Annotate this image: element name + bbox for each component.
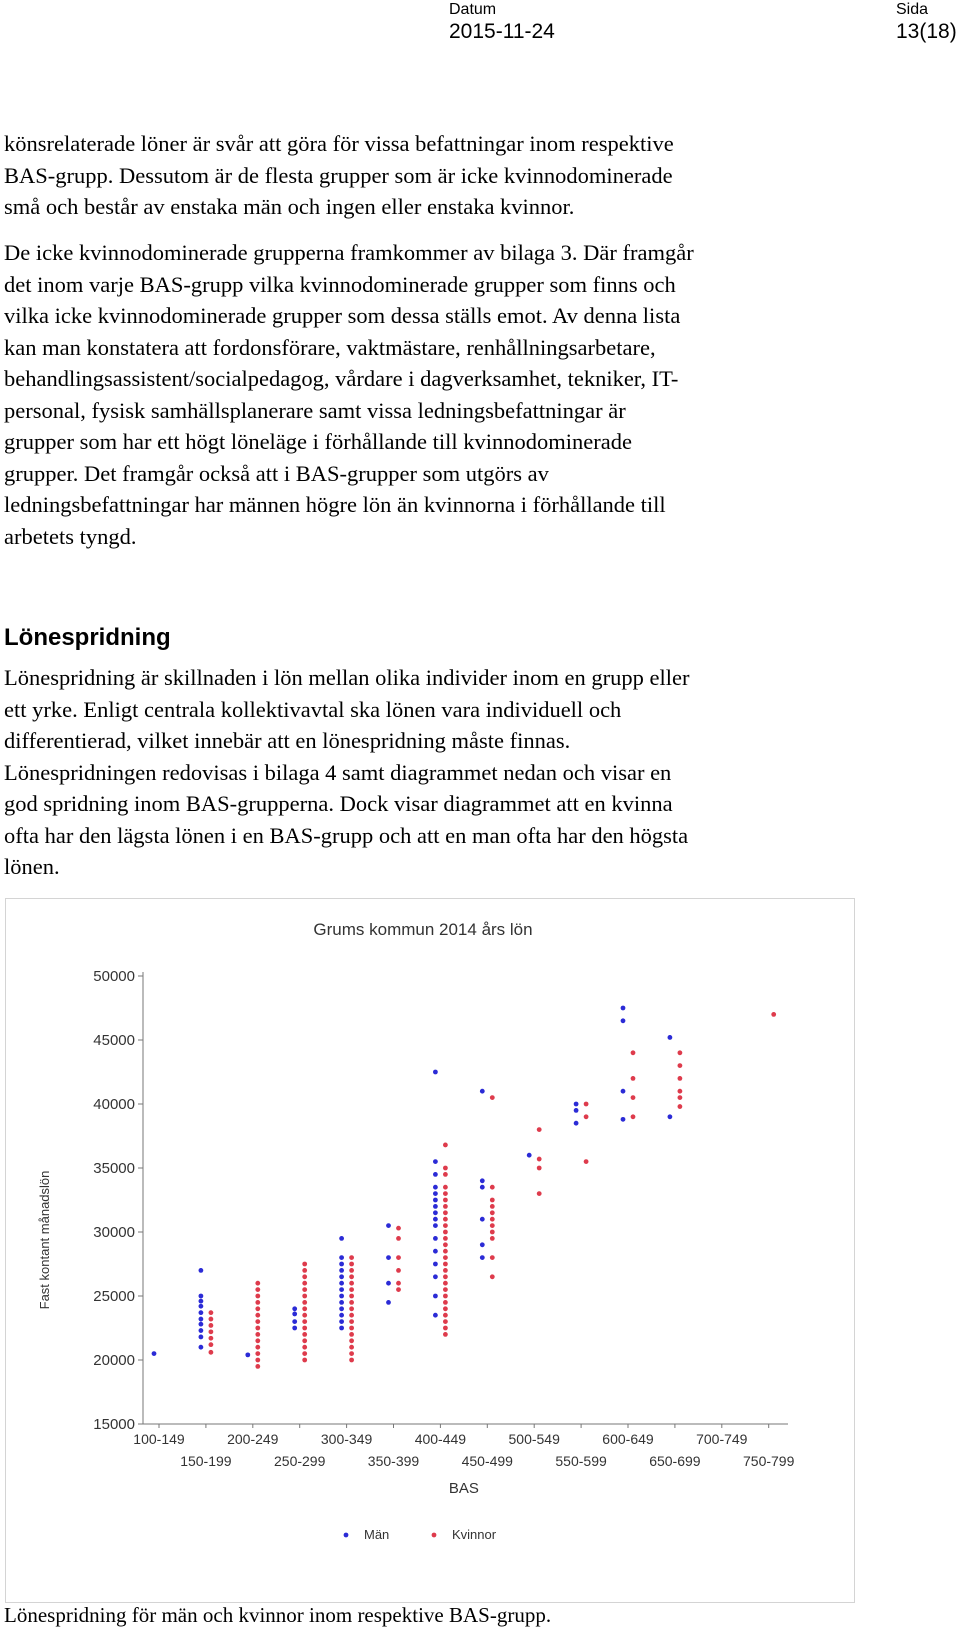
- data-point-man: [621, 1117, 626, 1122]
- y-tick-label: 25000: [93, 1288, 135, 1305]
- data-point-man: [433, 1185, 438, 1190]
- text-line: grupper som har ett högt löneläge i förhållande till kvinnodominerade: [4, 429, 632, 454]
- data-point-woman: [396, 1268, 401, 1273]
- text-line: Lönespridningen redovisas i bilaga 4 samt diagrammet nedan och visar en: [4, 759, 672, 785]
- y-axis-title: Fast kontant månadslön: [37, 1170, 52, 1310]
- data-point-man: [433, 1217, 438, 1222]
- data-point-woman: [396, 1287, 401, 1292]
- section-heading: Lönespridning: [4, 624, 171, 651]
- data-point-woman: [396, 1281, 401, 1286]
- data-point-woman: [349, 1262, 354, 1267]
- data-point-man: [199, 1268, 204, 1273]
- data-point-woman: [490, 1274, 495, 1279]
- data-point-woman: [255, 1287, 260, 1292]
- data-point-man: [433, 1070, 438, 1075]
- data-point-man: [292, 1306, 297, 1311]
- data-point-woman: [443, 1223, 448, 1228]
- paragraph-groups: [4, 237, 954, 552]
- data-point-woman: [631, 1114, 636, 1119]
- data-point-man: [339, 1287, 344, 1292]
- data-point-woman: [443, 1242, 448, 1247]
- salary-scatter-chart: [6, 899, 854, 1602]
- x-tick-label: 150-199: [180, 1453, 232, 1469]
- page-number: 13(18): [896, 20, 957, 43]
- chart-title: Grums kommun 2014 års lön: [313, 920, 533, 939]
- data-point-woman: [443, 1313, 448, 1318]
- x-tick-label: 500-549: [508, 1431, 560, 1447]
- data-point-woman: [537, 1127, 542, 1132]
- data-point-woman: [349, 1287, 354, 1292]
- data-point-man: [292, 1319, 297, 1324]
- x-tick-label: 350-399: [367, 1453, 420, 1469]
- data-point-woman: [302, 1358, 307, 1363]
- x-tick-label: 700-749: [696, 1431, 748, 1447]
- data-point-woman: [678, 1089, 683, 1094]
- data-point-woman: [443, 1274, 448, 1279]
- data-point-woman: [302, 1345, 307, 1350]
- data-point-woman: [490, 1204, 495, 1209]
- data-point-woman: [678, 1076, 683, 1081]
- data-point-woman: [490, 1230, 495, 1235]
- text-line: ett yrke. Enligt centrala kollektivavtal ska lönen vara individuell och: [4, 696, 622, 722]
- data-point-woman: [443, 1198, 448, 1203]
- data-point-woman: [255, 1313, 260, 1318]
- data-point-woman: [302, 1332, 307, 1337]
- data-point-woman: [443, 1185, 448, 1190]
- data-point-man: [245, 1352, 250, 1357]
- x-tick-label: 600-649: [602, 1431, 654, 1447]
- data-point-woman: [349, 1351, 354, 1356]
- data-point-woman: [302, 1306, 307, 1311]
- data-point-man: [386, 1281, 391, 1286]
- data-point-woman: [302, 1326, 307, 1331]
- data-point-man: [433, 1204, 438, 1209]
- data-point-woman: [209, 1336, 214, 1341]
- data-point-woman: [537, 1157, 542, 1162]
- x-tick-label: 100-149: [133, 1431, 185, 1447]
- data-point-woman: [255, 1306, 260, 1311]
- date-label: Datum: [449, 1, 497, 18]
- data-point-woman: [443, 1287, 448, 1292]
- data-point-man: [199, 1345, 204, 1350]
- data-point-woman: [396, 1236, 401, 1241]
- data-point-man: [339, 1268, 344, 1273]
- text-line: det inom varje BAS-grupp vilka kvinnodominerade grupper som finns och: [4, 271, 676, 297]
- x-tick-label: 750-799: [743, 1453, 795, 1469]
- data-point-woman: [443, 1306, 448, 1311]
- data-point-woman: [443, 1281, 448, 1286]
- page-label: Sida: [896, 1, 929, 18]
- x-tick-label: 200-249: [227, 1431, 279, 1447]
- data-point-woman: [537, 1166, 542, 1171]
- data-point-woman: [443, 1236, 448, 1241]
- data-point-woman: [255, 1326, 260, 1331]
- data-point-woman: [255, 1300, 260, 1305]
- data-point-man: [480, 1185, 485, 1190]
- data-point-man: [386, 1300, 391, 1305]
- data-point-woman: [631, 1076, 636, 1081]
- data-point-woman: [490, 1210, 495, 1215]
- data-point-woman: [349, 1358, 354, 1363]
- data-point-man: [433, 1198, 438, 1203]
- data-point-man: [480, 1178, 485, 1183]
- data-point-woman: [443, 1210, 448, 1215]
- data-point-woman: [443, 1262, 448, 1267]
- y-tick-label: 35000: [93, 1160, 135, 1177]
- data-point-man: [480, 1242, 485, 1247]
- data-point-woman: [678, 1104, 683, 1109]
- data-point-man: [433, 1172, 438, 1177]
- data-point-man: [433, 1223, 438, 1228]
- x-tick-label: 400-449: [414, 1431, 467, 1447]
- data-point-man: [199, 1317, 204, 1322]
- data-point-woman: [537, 1191, 542, 1196]
- data-point-man: [199, 1322, 204, 1327]
- data-point-man: [386, 1223, 391, 1228]
- data-point-woman: [302, 1313, 307, 1318]
- data-point-woman: [209, 1350, 214, 1355]
- data-point-woman: [490, 1236, 495, 1241]
- data-point-woman: [349, 1306, 354, 1311]
- data-point-woman: [443, 1249, 448, 1254]
- figure-caption: Lönespridning för män och kvinnor inom respektive BAS-grupp.: [4, 1603, 552, 1627]
- data-point-woman: [771, 1012, 776, 1017]
- data-point-woman: [349, 1300, 354, 1305]
- data-point-man: [433, 1236, 438, 1241]
- data-point-woman: [678, 1095, 683, 1100]
- text-line: grupper. Det framgår också att i BAS-grupper som utgörs av: [4, 460, 549, 486]
- data-point-man: [199, 1335, 204, 1340]
- data-point-woman: [443, 1217, 448, 1222]
- text-line: differentierad, vilket innebär att en lönespridning måste finnas.: [4, 728, 571, 753]
- data-point-woman: [490, 1255, 495, 1260]
- data-point-woman: [490, 1095, 495, 1100]
- data-point-man: [292, 1326, 297, 1331]
- data-point-woman: [349, 1268, 354, 1273]
- data-point-woman: [349, 1338, 354, 1343]
- data-point-man: [668, 1035, 673, 1040]
- data-point-woman: [349, 1319, 354, 1324]
- data-point-man: [480, 1255, 485, 1260]
- data-point-man: [433, 1274, 438, 1279]
- data-point-woman: [443, 1268, 448, 1273]
- x-tick-label: 300-349: [320, 1431, 373, 1447]
- data-point-man: [621, 1089, 626, 1094]
- data-point-woman: [302, 1274, 307, 1279]
- data-point-woman: [678, 1050, 683, 1055]
- data-point-man: [433, 1294, 438, 1299]
- data-point-woman: [302, 1262, 307, 1267]
- data-point-woman: [443, 1326, 448, 1331]
- data-point-man: [339, 1294, 344, 1299]
- data-point-man: [339, 1255, 344, 1260]
- x-tick-label: 250-299: [274, 1453, 326, 1469]
- x-tick-label: 450-499: [461, 1453, 513, 1469]
- data-point-woman: [255, 1332, 260, 1337]
- data-point-man: [199, 1328, 204, 1333]
- data-point-woman: [302, 1294, 307, 1299]
- text-line: könsrelaterade löner är svår att göra för vissa befattningar inom respektive: [4, 131, 674, 156]
- data-point-woman: [443, 1294, 448, 1299]
- text-line: personal, fysisk samhällsplanerare samt vissa ledningsbefattningar är: [4, 397, 626, 423]
- data-point-man: [433, 1159, 438, 1164]
- y-tick-label: 15000: [93, 1416, 135, 1433]
- data-point-woman: [584, 1102, 589, 1107]
- data-point-man: [574, 1102, 579, 1107]
- legend-label: Kvinnor: [452, 1527, 497, 1542]
- data-point-woman: [349, 1281, 354, 1286]
- x-tick-label: 650-699: [649, 1453, 701, 1469]
- data-point-woman: [255, 1345, 260, 1350]
- data-point-man: [339, 1274, 344, 1279]
- data-point-man: [433, 1210, 438, 1215]
- data-point-woman: [443, 1166, 448, 1171]
- data-point-man: [621, 1018, 626, 1023]
- data-point-woman: [209, 1317, 214, 1322]
- data-point-man: [339, 1236, 344, 1241]
- data-point-man: [152, 1351, 157, 1356]
- data-point-woman: [443, 1191, 448, 1196]
- data-point-man: [621, 1006, 626, 1011]
- data-point-woman: [584, 1159, 589, 1164]
- data-point-woman: [490, 1217, 495, 1222]
- data-point-woman: [443, 1143, 448, 1148]
- data-point-woman: [443, 1255, 448, 1260]
- paragraph-lonespridning: [4, 662, 954, 883]
- data-point-woman: [349, 1313, 354, 1318]
- data-point-man: [339, 1306, 344, 1311]
- data-point-woman: [631, 1095, 636, 1100]
- data-point-woman: [255, 1358, 260, 1363]
- data-point-woman: [349, 1274, 354, 1279]
- text-line: små och består av enstaka män och ingen eller enstaka kvinnor.: [4, 194, 575, 219]
- data-point-woman: [631, 1050, 636, 1055]
- data-point-woman: [255, 1281, 260, 1286]
- data-point-woman: [302, 1319, 307, 1324]
- y-tick-label: 30000: [93, 1224, 135, 1241]
- data-point-woman: [209, 1310, 214, 1315]
- data-point-woman: [443, 1332, 448, 1337]
- paragraph-intro: [4, 128, 954, 223]
- legend-marker: [344, 1533, 349, 1538]
- data-point-woman: [490, 1198, 495, 1203]
- data-point-woman: [302, 1338, 307, 1343]
- data-point-woman: [302, 1268, 307, 1273]
- data-point-man: [527, 1153, 532, 1158]
- data-point-woman: [302, 1351, 307, 1356]
- data-point-woman: [443, 1172, 448, 1177]
- data-point-man: [339, 1319, 344, 1324]
- y-tick-label: 40000: [93, 1096, 135, 1113]
- data-point-man: [339, 1326, 344, 1331]
- data-point-woman: [443, 1300, 448, 1305]
- text-line: behandlingsassistent/socialpedagog, vårdare i dagverksamhet, tekniker, IT-: [4, 366, 679, 391]
- data-point-man: [433, 1313, 438, 1318]
- text-line: vilka icke kvinnodominerade grupper som dessa ställs emot. Av denna lista: [4, 303, 681, 328]
- data-point-woman: [490, 1185, 495, 1190]
- data-point-woman: [443, 1204, 448, 1209]
- data-point-woman: [584, 1114, 589, 1119]
- data-point-woman: [302, 1281, 307, 1286]
- data-point-man: [199, 1310, 204, 1315]
- data-point-man: [480, 1217, 485, 1222]
- data-point-man: [292, 1312, 297, 1317]
- data-point-man: [199, 1304, 204, 1309]
- data-point-man: [574, 1108, 579, 1113]
- data-point-woman: [678, 1063, 683, 1068]
- data-point-woman: [443, 1230, 448, 1235]
- text-line: ledningsbefattningar har männen högre lön än kvinnorna i förhållande till: [4, 492, 666, 517]
- text-line: arbetets tyngd.: [4, 523, 137, 549]
- data-point-woman: [209, 1329, 214, 1334]
- data-point-woman: [349, 1326, 354, 1331]
- data-point-man: [574, 1121, 579, 1126]
- text-line: De icke kvinnodominerade grupperna framkommer av bilaga 3. Där framgår: [4, 240, 694, 265]
- salary-scatter-figure: [5, 898, 855, 1603]
- y-tick-label: 50000: [93, 968, 135, 985]
- data-point-man: [433, 1262, 438, 1267]
- data-point-man: [339, 1281, 344, 1286]
- y-tick-label: 45000: [93, 1032, 135, 1049]
- data-point-man: [339, 1300, 344, 1305]
- text-line: Lönespridning är skillnaden i lön mellan olika individer inom en grupp eller: [4, 665, 690, 690]
- legend-marker: [432, 1533, 437, 1538]
- legend-label: Män: [364, 1527, 390, 1542]
- data-point-woman: [396, 1255, 401, 1260]
- x-axis-title: BAS: [448, 1480, 479, 1497]
- data-point-woman: [255, 1364, 260, 1369]
- text-line: kan man konstatera att fordonsförare, vaktmästare, renhållningsarbetare,: [4, 334, 656, 360]
- data-point-man: [339, 1313, 344, 1318]
- date-value: 2015-11-24: [449, 20, 555, 43]
- y-tick-label: 20000: [93, 1352, 135, 1369]
- data-point-woman: [255, 1319, 260, 1324]
- data-point-man: [386, 1255, 391, 1260]
- data-point-woman: [209, 1342, 214, 1347]
- data-point-woman: [443, 1319, 448, 1324]
- data-point-man: [199, 1299, 204, 1304]
- data-point-man: [433, 1191, 438, 1196]
- text-line: god spridning inom BAS-grupperna. Dock visar diagrammet att en kvinna: [4, 791, 673, 816]
- data-point-woman: [396, 1226, 401, 1231]
- data-point-woman: [255, 1294, 260, 1299]
- data-point-woman: [349, 1332, 354, 1337]
- text-line: BAS-grupp. Dessutom är de flesta grupper som är icke kvinnodominerade: [4, 162, 673, 188]
- data-point-man: [339, 1262, 344, 1267]
- data-point-woman: [255, 1351, 260, 1356]
- data-point-man: [480, 1089, 485, 1094]
- data-point-woman: [302, 1287, 307, 1292]
- data-point-woman: [255, 1338, 260, 1343]
- text-line: lönen.: [4, 854, 60, 879]
- data-point-man: [668, 1114, 673, 1119]
- x-tick-label: 550-599: [555, 1453, 607, 1469]
- data-point-woman: [349, 1255, 354, 1260]
- data-point-woman: [349, 1345, 354, 1350]
- data-point-woman: [349, 1294, 354, 1299]
- data-point-man: [199, 1294, 204, 1299]
- data-point-woman: [302, 1300, 307, 1305]
- data-point-woman: [209, 1323, 214, 1328]
- data-point-man: [433, 1249, 438, 1254]
- text-line: ofta har den lägsta lönen i en BAS-grupp och att en man ofta har den högsta: [4, 822, 689, 848]
- data-point-woman: [490, 1223, 495, 1228]
